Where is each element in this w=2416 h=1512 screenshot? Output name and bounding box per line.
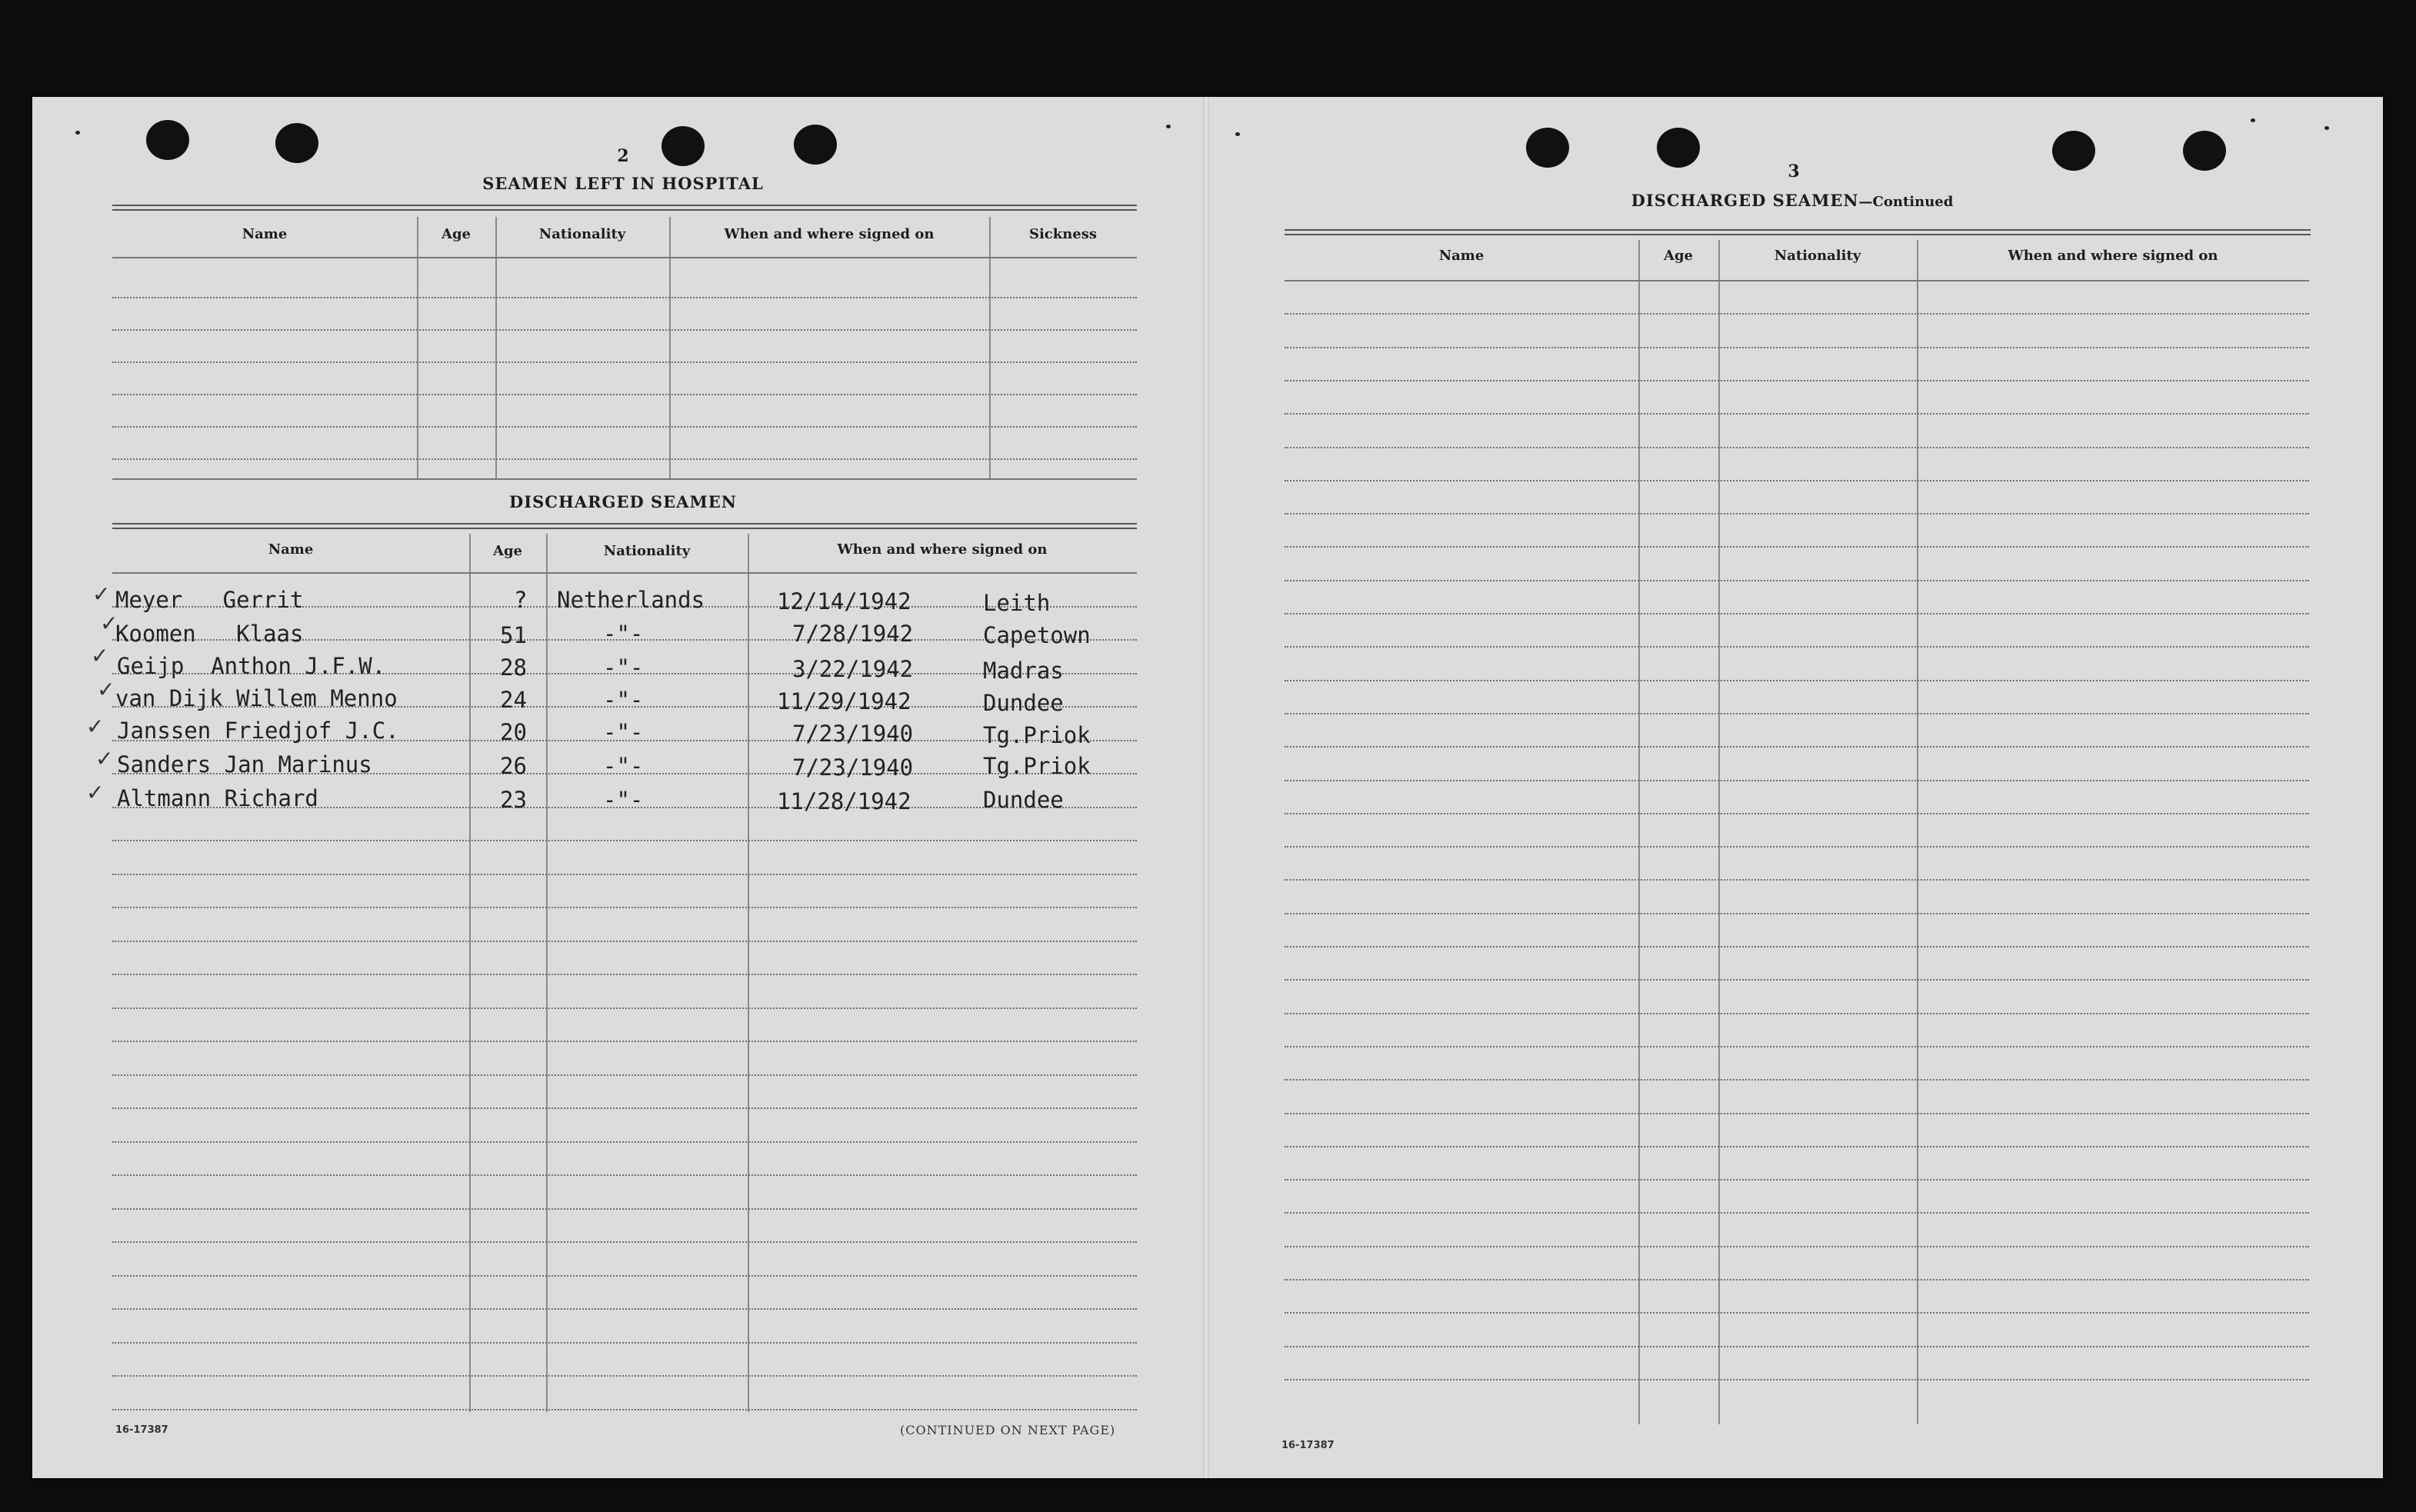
right-row-line: [1285, 1013, 2309, 1014]
hospital-col-nationality: Nationality: [538, 226, 626, 242]
seaman-name: Janssen Friedjof J.C.: [117, 718, 399, 744]
right-row-line: [1285, 979, 2309, 981]
right-row-line: [1285, 447, 2309, 448]
right-row-line: [1285, 380, 2309, 381]
discharged-row-line: [112, 974, 1137, 975]
seaman-signed-place: Tg.Priok: [983, 722, 1091, 748]
hospital-col-divider: [417, 217, 418, 478]
seaman-signed-date: 12/14/1942: [777, 588, 911, 614]
punch-hole: [275, 123, 318, 163]
discharged-section-title: DISCHARGED SEAMEN: [509, 492, 737, 511]
seaman-name: van Dijk Willem Menno: [115, 685, 398, 711]
check-mark: ✓: [86, 780, 105, 805]
right-row-line: [1285, 347, 2309, 348]
seaman-signed-place: Madras: [983, 658, 1064, 684]
seaman-signed-place: Tg.Priok: [983, 753, 1091, 779]
discharged-row-line: [112, 1342, 1137, 1344]
seaman-name: Meyer Gerrit: [115, 587, 304, 613]
right-row-line: [1285, 1346, 2309, 1347]
seaman-name: Koomen Klaas: [115, 621, 304, 647]
seaman-signed-date: 7/23/1940: [792, 754, 914, 781]
seaman-signed-place: Leith: [983, 590, 1051, 616]
check-mark: ✓: [97, 677, 115, 702]
paper-speck: [2324, 126, 2329, 130]
right-section-title: [1561, 191, 2023, 210]
paper-speck: [2251, 118, 2255, 122]
seaman-age: 26: [500, 753, 527, 779]
hospital-row-line: [112, 394, 1137, 395]
seaman-age: 24: [500, 687, 527, 713]
right-row-line: [1285, 613, 2309, 614]
right-row-line: [1285, 1312, 2309, 1314]
discharged-col-divider: [546, 534, 548, 1412]
right-section-title-suffix: —Continued: [1858, 194, 1954, 210]
seaman-age: 23: [500, 787, 527, 813]
check-mark: ✓: [86, 714, 105, 739]
right-row-line: [1285, 813, 2309, 814]
right-row-line: [1285, 946, 2309, 947]
discharged-col-age: Age: [492, 543, 522, 559]
right-col-nationality: Nationality: [1774, 248, 1861, 264]
discharged-col-name: Name: [268, 541, 314, 558]
right-col-name: Name: [1438, 248, 1485, 264]
hospital-row-line: [112, 329, 1137, 331]
page-number: 3: [1788, 162, 1800, 182]
seaman-age: ?: [514, 587, 528, 613]
hospital-bottom-line: [112, 478, 1137, 480]
discharged-row-line: [112, 572, 1137, 574]
form-code: 16-17387: [115, 1424, 168, 1436]
seaman-nationality: -"-: [603, 621, 644, 647]
hospital-col-signed-on: When and where signed on: [724, 226, 935, 242]
right-row-line: [1285, 646, 2309, 648]
punch-hole: [2052, 131, 2095, 171]
discharged-row-line: [112, 1275, 1137, 1277]
seaman-name: Geijp Anthon J.F.W.: [117, 653, 386, 679]
punch-hole: [2183, 131, 2226, 171]
seaman-nationality: -"-: [603, 687, 644, 713]
right-row-line: [1285, 780, 2309, 781]
discharged-row-line: [112, 1208, 1137, 1210]
check-mark: ✓: [95, 746, 114, 771]
seaman-nationality: -"-: [603, 753, 644, 779]
hospital-row-line: [112, 458, 1137, 460]
seaman-name: Sanders Jan Marinus: [117, 751, 372, 778]
hospital-col-divider: [989, 217, 991, 478]
hospital-row-line: [112, 361, 1137, 363]
right-row-line: [1285, 879, 2309, 881]
seaman-signed-place: Dundee: [983, 690, 1064, 716]
right-col-signed-on: When and where signed on: [2008, 248, 2218, 264]
discharged-row-line: [112, 840, 1137, 841]
check-mark: ✓: [91, 643, 109, 668]
right-row-line: [1285, 313, 2309, 315]
right-row-line: [1285, 913, 2309, 914]
hospital-col-sickness: Sickness: [1028, 226, 1098, 242]
hospital-col-divider: [669, 217, 671, 478]
hospital-row-line: [112, 426, 1137, 428]
seaman-signed-date: 7/28/1942: [792, 621, 914, 647]
punch-hole: [146, 120, 189, 160]
discharged-row-line: [112, 874, 1137, 875]
hospital-col-age: Age: [441, 226, 471, 242]
continued-note: (CONTINUED ON NEXT PAGE): [900, 1423, 1116, 1437]
discharged-row-line: [112, 1241, 1137, 1243]
seaman-age: 51: [500, 622, 527, 648]
punch-hole: [794, 125, 837, 165]
right-row-line: [1285, 713, 2309, 714]
hospital-col-divider: [495, 217, 497, 478]
paper-speck: [75, 131, 80, 135]
right-row-line: [1285, 1146, 2309, 1147]
discharged-col-divider: [748, 534, 749, 1412]
right-row-line: [1285, 513, 2309, 515]
discharged-row-line: [112, 1107, 1137, 1109]
right-header-rule: [1285, 229, 2311, 235]
discharged-col-signed-on: When and where signed on: [837, 541, 1048, 558]
right-row-line: [1285, 1246, 2309, 1247]
hospital-header-rule: [112, 205, 1137, 211]
right-row-line: [1285, 546, 2309, 548]
discharged-row-line: [112, 1007, 1137, 1009]
hospital-row-line: [112, 297, 1137, 298]
page-fold: [1203, 97, 1209, 1478]
discharged-row-line: [112, 907, 1137, 908]
right-row-line: [1285, 1279, 2309, 1281]
right-row-line: [1285, 480, 2309, 481]
right-row-line: [1285, 1113, 2309, 1114]
right-row-line: [1285, 846, 2309, 848]
discharged-col-divider: [469, 534, 471, 1412]
right-row-line: [1285, 1046, 2309, 1047]
seaman-nationality: Netherlands: [557, 587, 705, 613]
right-section-title-text: DISCHARGED SEAMEN: [1631, 191, 1859, 210]
punch-hole: [1526, 128, 1569, 168]
punch-hole: [1657, 128, 1700, 168]
right-page: [1206, 97, 2383, 1478]
discharged-row-line: [112, 1308, 1137, 1310]
hospital-col-name: Name: [242, 226, 288, 242]
right-row-line: [1285, 1079, 2309, 1081]
right-col-age: Age: [1663, 248, 1693, 264]
seaman-signed-place: Capetown: [983, 622, 1091, 648]
right-row-line: [1285, 1379, 2309, 1380]
seaman-nationality: -"-: [603, 654, 644, 681]
right-row-line: [1285, 1179, 2309, 1181]
paper-speck: [1166, 125, 1171, 128]
seaman-nationality: -"-: [603, 719, 644, 745]
discharged-row-line: [112, 1409, 1137, 1410]
discharged-row-line: [112, 1174, 1137, 1176]
seaman-signed-date: 11/28/1942: [777, 788, 911, 814]
right-row-line: [1285, 680, 2309, 681]
check-mark: ✓: [92, 581, 111, 607]
discharged-row-line: [112, 1375, 1137, 1377]
right-row-line: [1285, 280, 2309, 281]
discharged-row-line: [112, 1074, 1137, 1076]
right-row-line: [1285, 1212, 2309, 1214]
seaman-nationality: -"-: [603, 787, 644, 813]
seaman-signed-date: 11/29/1942: [777, 688, 911, 714]
seaman-age: 28: [500, 654, 527, 681]
seaman-name: Altmann Richard: [117, 785, 318, 811]
discharged-row-line: [112, 941, 1137, 942]
form-code: 16-17387: [1281, 1440, 1335, 1451]
right-row-line: [1285, 746, 2309, 748]
seaman-signed-place: Dundee: [983, 787, 1064, 813]
discharged-row-line: [112, 1141, 1137, 1143]
right-row-line: [1285, 580, 2309, 581]
discharged-header-rule: [112, 523, 1137, 529]
right-row-line: [1285, 413, 2309, 415]
discharged-col-nationality: Nationality: [603, 543, 691, 559]
paper-speck: [1235, 132, 1240, 136]
seaman-signed-date: 3/22/1942: [792, 656, 914, 682]
hospital-section-title: SEAMEN LEFT IN HOSPITAL: [482, 174, 764, 193]
seaman-age: 20: [500, 719, 527, 745]
hospital-row-line: [112, 257, 1137, 258]
seaman-signed-date: 7/23/1940: [792, 721, 914, 747]
check-mark: ✓: [100, 611, 118, 636]
punch-hole: [661, 126, 705, 166]
discharged-row-line: [112, 1041, 1137, 1042]
page-number: 2: [617, 146, 629, 166]
